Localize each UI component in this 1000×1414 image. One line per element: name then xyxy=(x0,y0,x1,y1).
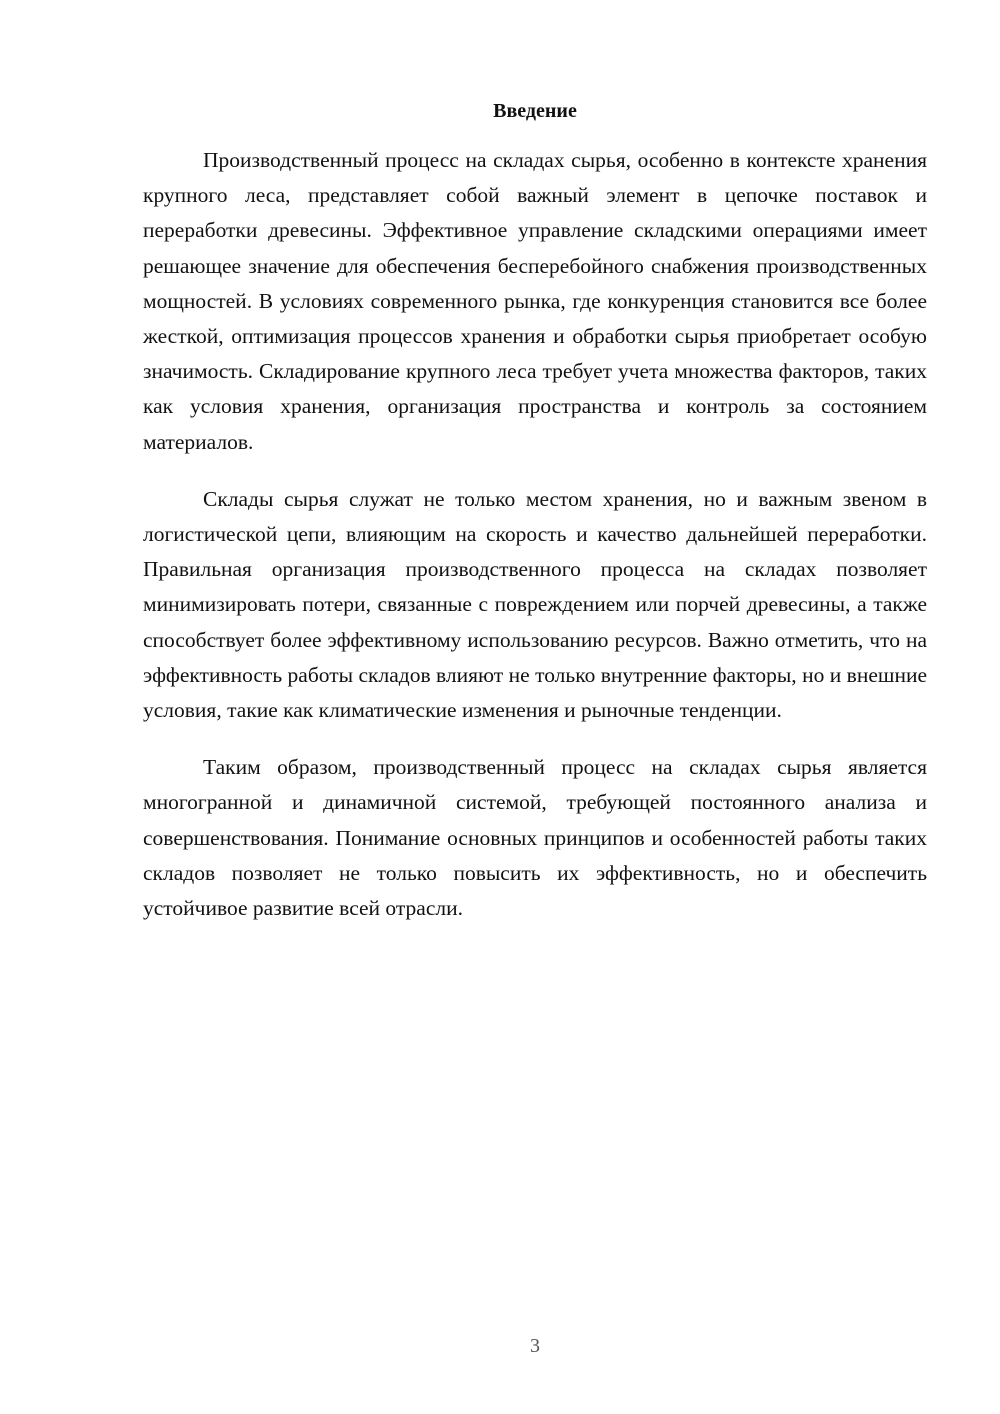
section-heading: Введение xyxy=(493,100,577,122)
paragraph-2: Склады сырья служат не только местом хранения, но и важным звеном в логистической цепи, влияющим на скорость и качество дальнейшей переработки. Правильная организация производственного процесса на складах позволяет минимизировать потери, связанные с повреждением или порчей древесины, а также способствует более эффективному использованию ресурсов. Важно отметить, что на эффективность работы складов влияют не только внутренние факторы, но и внешние условия, такие как климатические изменения и рыночные тенденции. xyxy=(143,486,927,723)
page-number: 3 xyxy=(530,1335,540,1357)
paragraph-1: Производственный процесс на складах сырья, особенно в контексте хранения крупного леса, представляет собой важный элемент в цепочке поставок и переработки древесины. Эффективное управление складскими операциями имеет решающее значение для обеспечения бесперебойного снабжения производственных мощностей. В условиях современного рынка, где конкуренция становится все более жесткой, оптимизация процессов хранения и обработки сырья приобретает особую значимость. Складирование крупного леса требует учета множества факторов, таких как условия хранения, организация пространства и контроль за состоянием материалов. xyxy=(143,148,927,454)
body-text xyxy=(143,143,927,926)
paragraph-3: Таким образом, производственный процесс на складах сырья является многогранной и динамичной системой, требующей постоянного анализа и совершенствования. Понимание основных принципов и особенностей работы таких складов позволяет не только повысить их эффективность, но и обеспечить устойчивое развитие всей отрасли. xyxy=(143,755,927,921)
